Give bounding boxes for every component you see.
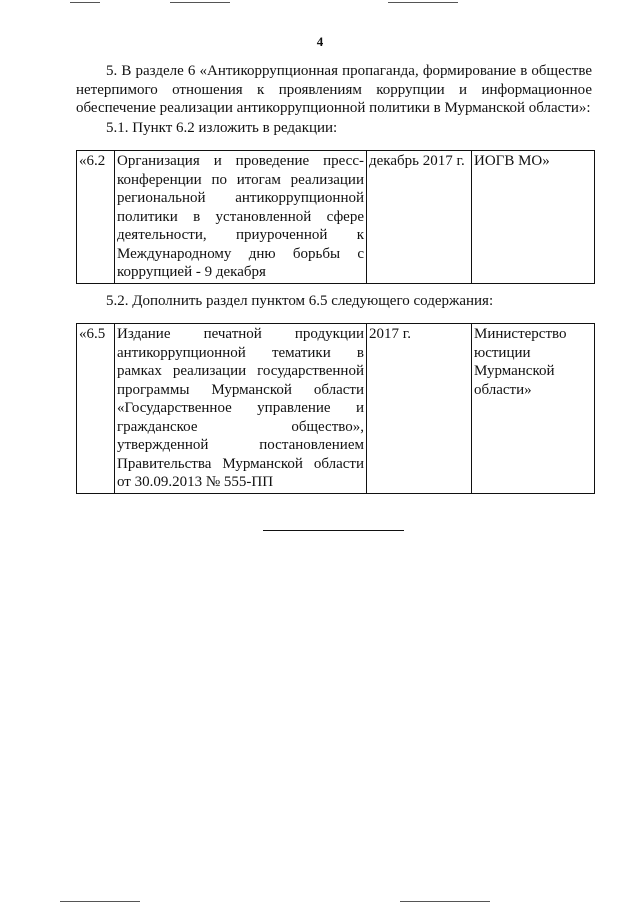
item-5-2 bbox=[76, 292, 592, 311]
scan-artifact-top-right bbox=[388, 2, 458, 3]
scan-artifact-bottom-left bbox=[60, 901, 140, 902]
item-5-2-text: 5.2. Дополнить раздел пунктом 6.5 следующего содержания: bbox=[106, 293, 494, 309]
table-row bbox=[77, 151, 595, 284]
responsible-line: юстиции bbox=[474, 344, 531, 361]
description-line: конференции по итогам реализации bbox=[117, 171, 364, 188]
scan-artifact-bottom-right bbox=[400, 901, 490, 902]
responsible-line: Мурманской bbox=[474, 363, 555, 379]
table-item-6-2 bbox=[76, 150, 595, 284]
table-item-6-5 bbox=[76, 323, 595, 494]
description-line: деятельности, приуроченной к bbox=[117, 227, 364, 243]
description-line: региональной антикоррупционной bbox=[117, 190, 364, 206]
description-line: рамках реализации государственной bbox=[117, 363, 364, 379]
description-line: Международному дню борьбы с bbox=[117, 245, 364, 262]
closing-separator-line bbox=[263, 530, 404, 531]
description-line: утвержденной постановлением bbox=[117, 437, 364, 453]
responsible-line: Министерство bbox=[474, 326, 567, 342]
item-5-1 bbox=[76, 119, 592, 138]
section-5-intro-text: 5. В разделе 6 «Антикоррупционная пропаганда, формирование в обществе нетерпимого отношения к проявлениям коррупции и информационное обеспечение реализации антикоррупционной политики в Мурманской области»: bbox=[76, 63, 592, 116]
description-line: антикоррупционной тематики в bbox=[117, 344, 364, 361]
page-number: 4 bbox=[316, 34, 324, 49]
item-responsible-cell bbox=[472, 324, 595, 494]
description-line: от 30.09.2013 № 555-ПП bbox=[117, 474, 274, 490]
item-5-1-text: 5.1. Пункт 6.2 изложить в редакции: bbox=[106, 120, 338, 136]
description-line: Организация и проведение пресс- bbox=[117, 153, 364, 169]
scan-artifact-top-left bbox=[70, 2, 100, 3]
description-line: гражданское общество», bbox=[117, 418, 364, 435]
responsible-line: области» bbox=[474, 381, 532, 398]
description-line: Издание печатной продукции bbox=[117, 326, 364, 342]
item-description-cell bbox=[115, 151, 367, 284]
item-number-cell: «6.2 bbox=[77, 151, 115, 284]
section-5-intro bbox=[76, 62, 592, 118]
table-row bbox=[77, 324, 595, 494]
item-number-cell: «6.5 bbox=[77, 324, 115, 494]
description-line: коррупцией - 9 декабря bbox=[117, 264, 266, 280]
item-term-cell: 2017 г. bbox=[367, 324, 472, 494]
scan-artifact-top-mid bbox=[170, 2, 230, 3]
description-line: программы Мурманской области bbox=[117, 381, 364, 398]
description-line: «Государственное управление и bbox=[117, 400, 364, 416]
description-line: Правительства Мурманской области bbox=[117, 455, 364, 472]
item-responsible-cell: ИОГВ МО» bbox=[472, 151, 595, 284]
description-line: политики в установленной сфере bbox=[117, 208, 364, 225]
item-term-cell: декабрь 2017 г. bbox=[367, 151, 472, 284]
item-description-cell bbox=[115, 324, 367, 494]
